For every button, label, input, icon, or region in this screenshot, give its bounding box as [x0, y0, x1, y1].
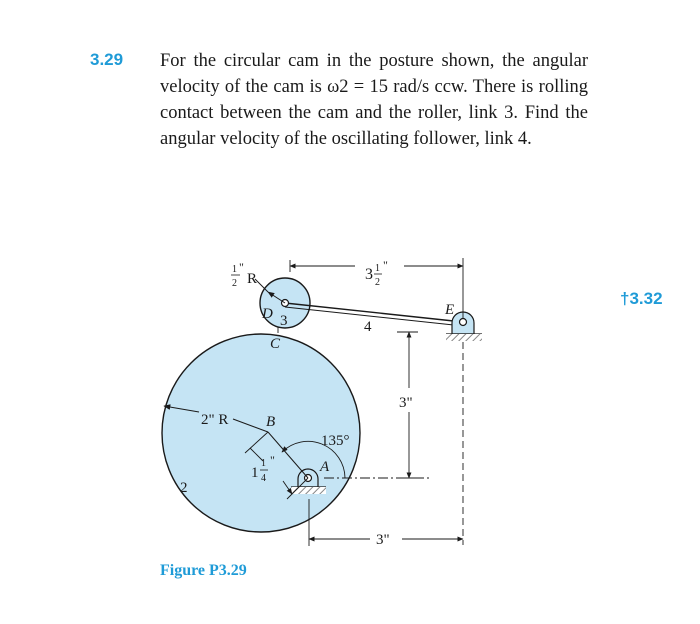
roller-radius-num: 1 — [232, 264, 237, 275]
problem-number: 3.29 — [90, 50, 124, 69]
related-problem-reference: †3.32 — [620, 289, 663, 308]
offset-dim-den: 4 — [261, 473, 266, 484]
offset-dim-num: 1 — [261, 458, 266, 469]
horizontal-dim-unit: " — [383, 258, 388, 272]
label-c: C — [270, 336, 281, 352]
label-e: E — [445, 302, 455, 318]
horizontal-dim-whole: 3 — [365, 266, 373, 283]
roller-radius-den: 2 — [232, 278, 237, 289]
cam-radius-label: 2" R — [201, 412, 229, 428]
roller-radius-label: R — [247, 271, 258, 287]
label-b: B — [266, 414, 276, 430]
offset-dim-whole: 1 — [251, 465, 259, 481]
follower-link — [285, 303, 463, 322]
horizontal-dim-num: 1 — [375, 263, 380, 274]
label-link-3: 3 — [280, 313, 288, 329]
figure-caption: Figure P3.29 — [160, 562, 247, 579]
horizontal-dim-den: 2 — [375, 277, 380, 288]
problem-statement: For the circular cam in the posture shown, the angular velocity of the cam is ω2 = 15 rad/s ccw. There is rolling contact between the cam and the roller, link 3. Find the angular velocity of the oscillating follower, link 4. — [160, 51, 588, 149]
roller-radius-unit: " — [239, 260, 244, 274]
label-a: A — [320, 459, 330, 475]
label-link-4: 4 — [364, 319, 372, 335]
vertical-dim-label: 3" — [399, 395, 413, 411]
label-link-2: 2 — [180, 480, 188, 496]
offset-dim-unit: " — [270, 453, 275, 467]
bottom-dim-label: 3" — [376, 532, 390, 548]
angle-label: 135° — [321, 433, 350, 449]
label-d: D — [262, 306, 273, 322]
